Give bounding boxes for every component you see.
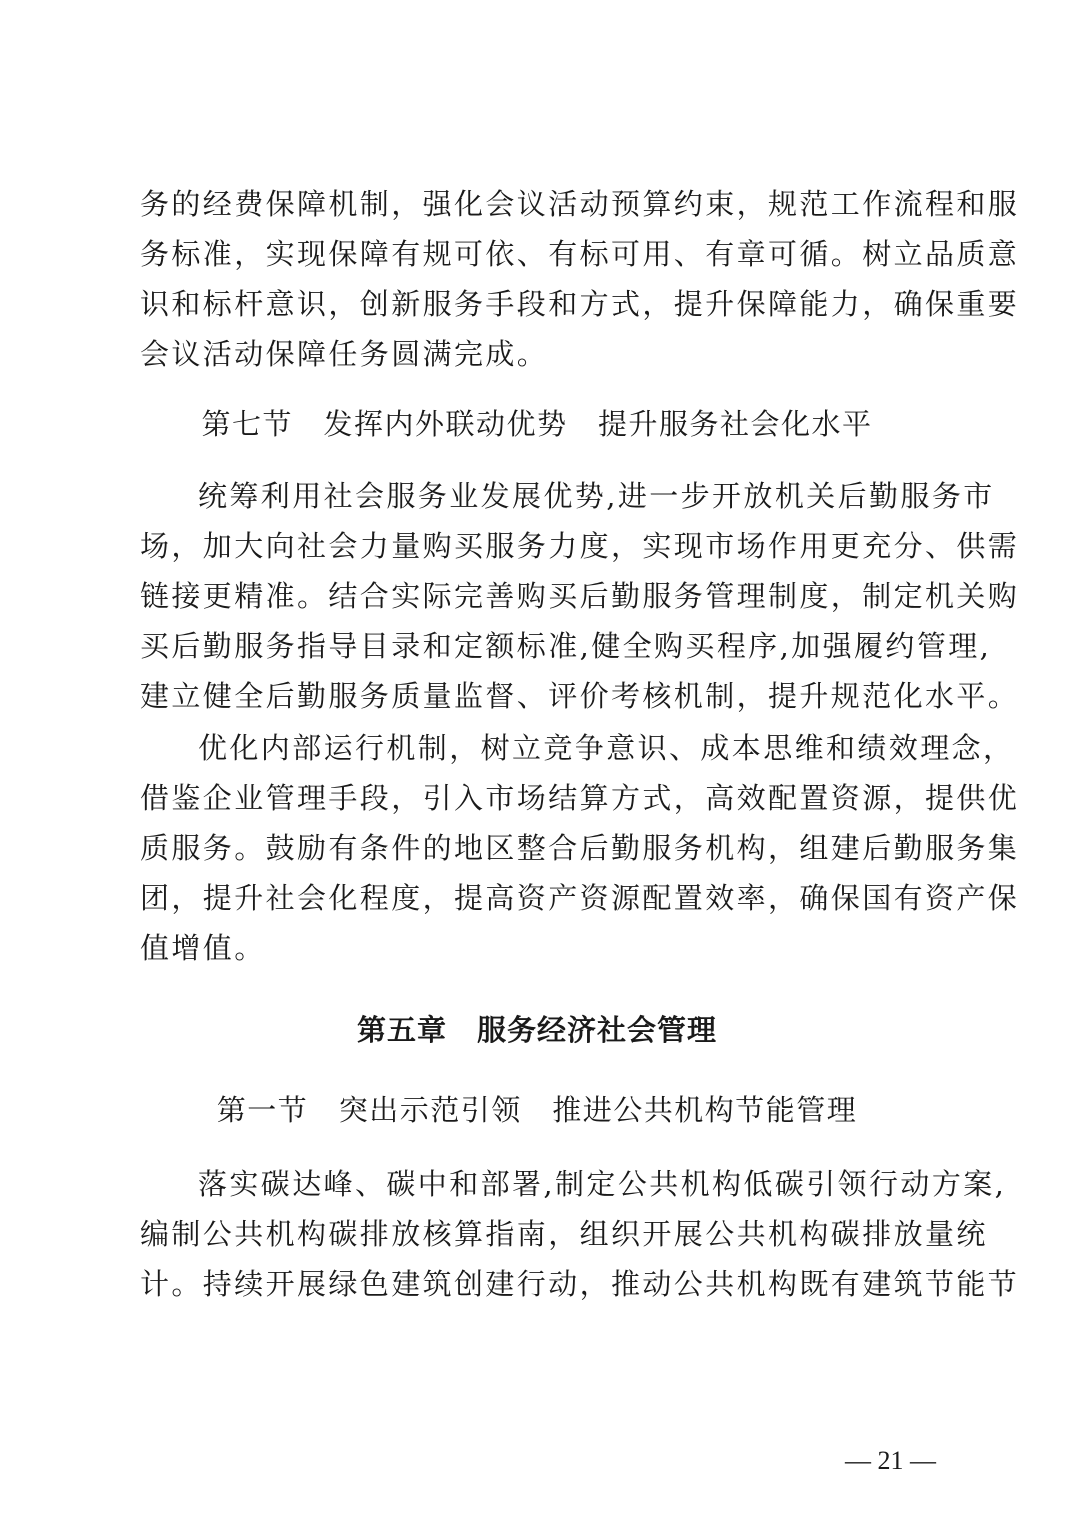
paragraph-line: 务标准，实现保障有规可依、有标可用、有章可循。树立品质意: [140, 237, 1020, 271]
paragraph-line: 团，提升社会化程度，提高资产资源配置效率，确保国有资产保: [140, 881, 1020, 915]
paragraph-line: 借鉴企业管理手段，引入市场结算方式，高效配置资源，提供优: [140, 781, 1020, 815]
section-heading: 第七节 发挥内外联动优势 提升服务社会化水平: [201, 407, 873, 441]
paragraph-line: 链接更精准。结合实际完善购买后勤服务管理制度，制定机关购: [140, 579, 1020, 613]
paragraph-line: 质服务。鼓励有条件的地区整合后勤服务机构，组建后勤服务集: [140, 831, 1020, 865]
paragraph-line: 建立健全后勤服务质量监督、评价考核机制，提升规范化水平。: [140, 679, 1020, 713]
paragraph-line: 落实碳达峰、碳中和部署,制定公共机构低碳引领行动方案,: [198, 1167, 1007, 1201]
page-number: — 21 —: [845, 1446, 936, 1475]
section-heading: 第一节 突出示范引领 推进公共机构节能管理: [216, 1093, 858, 1127]
paragraph-line: 会议活动保障任务圆满完成。: [140, 337, 549, 371]
paragraph-line: 场，加大向社会力量购买服务力度，实现市场作用更充分、供需: [140, 529, 1020, 563]
paragraph-line: 务的经费保障机制，强化会议活动预算约束，规范工作流程和服: [140, 187, 1020, 221]
paragraph-line: 统筹利用社会服务业发展优势,进一步开放机关后勤服务市: [198, 479, 995, 513]
paragraph-line: 买后勤服务指导目录和定额标准,健全购买程序,加强履约管理,: [140, 629, 992, 663]
paragraph-line: 编制公共机构碳排放核算指南，组织开展公共机构碳排放量统: [140, 1217, 988, 1251]
chapter-heading: 第五章 服务经济社会管理: [356, 1013, 717, 1047]
paragraph-line: 计。持续开展绿色建筑创建行动，推动公共机构既有建筑节能节: [140, 1267, 1020, 1301]
paragraph-line: 优化内部运行机制，树立竞争意识、成本思维和绩效理念，: [198, 731, 1015, 765]
paragraph-line: 值增值。: [140, 931, 266, 965]
paragraph-line: 识和标杆意识，创新服务手段和方式，提升保障能力，确保重要: [140, 287, 1020, 321]
